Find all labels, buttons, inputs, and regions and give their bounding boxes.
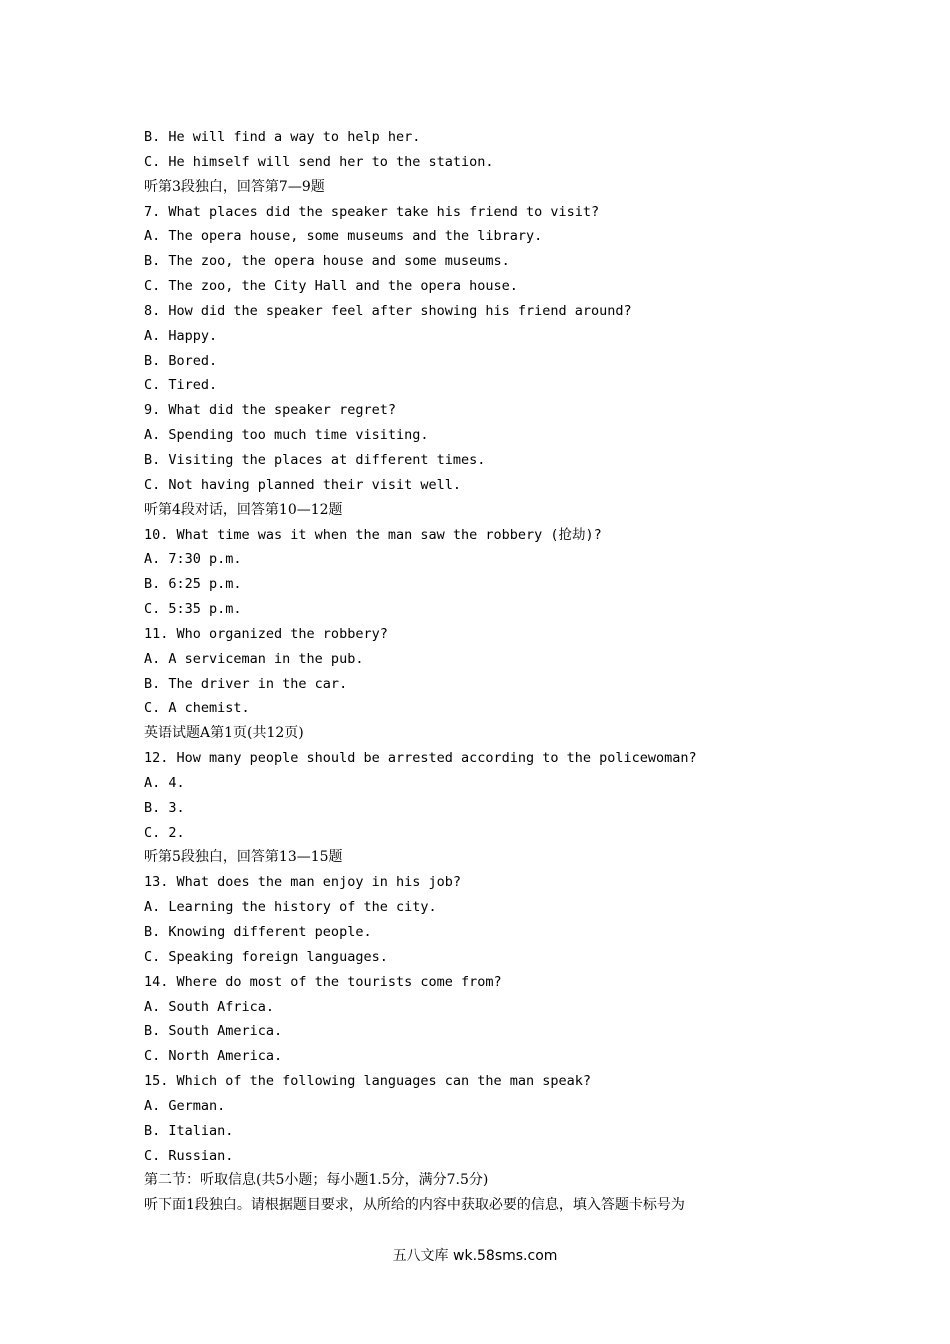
- text-line: C. 2.: [144, 824, 185, 841]
- watermark-footer: 五八文库 wk.58sms.com: [392, 1248, 558, 1264]
- text-line: 11. Who organized the robbery?: [144, 625, 388, 642]
- document-body: [144, 125, 844, 1218]
- section-heading-line: 听下面1段独白。请根据题目要求，从所给的内容中获取必要的信息，填入答题卡标号为: [144, 1197, 685, 1214]
- text-line: B. Bored.: [144, 352, 218, 369]
- text-line: A. 4.: [144, 774, 185, 791]
- text-line: C. North America.: [144, 1048, 283, 1065]
- text-line: B. He will find a way to help her.: [144, 129, 421, 145]
- text-line: A. Happy.: [144, 327, 218, 344]
- text-line: B. South America.: [144, 1023, 283, 1040]
- text-line: 13. What does the man enjoy in his job?: [144, 874, 461, 891]
- text-line: C. Russian.: [144, 1147, 234, 1164]
- text-line: C. The zoo, the City Hall and the opera house.: [144, 278, 518, 295]
- text-line: C. A chemist.: [144, 700, 250, 717]
- text-line: B. The zoo, the opera house and some museums.: [144, 253, 510, 270]
- text-line: A. The opera house, some museums and the library.: [144, 228, 543, 245]
- text-line: B. Italian.: [144, 1122, 234, 1139]
- text-line: 8. How did the speaker feel after showing his friend around?: [144, 302, 632, 319]
- text-line: B. The driver in the car.: [144, 675, 348, 692]
- text-line: 9. What did the speaker regret?: [144, 402, 396, 419]
- text-line: B. 6:25 p.m.: [144, 576, 242, 593]
- text-line: A. 7:30 p.m.: [144, 551, 242, 568]
- text-line: A. Learning the history of the city.: [144, 899, 437, 916]
- text-line: B. Visiting the places at different times.: [144, 451, 486, 468]
- text-line: 15. Which of the following languages can the man speak?: [144, 1073, 592, 1090]
- section-heading-line: 第二节：听取信息(共5小题；每小题1.5分，满分7.5分): [144, 1172, 489, 1189]
- text-line: A. South Africa.: [144, 998, 275, 1015]
- text-line: A. German.: [144, 1097, 226, 1114]
- text-line: A. Spending too much time visiting.: [144, 427, 429, 444]
- text-line: C. Not having planned their visit well.: [144, 476, 461, 493]
- section-heading-line: 听第4段对话，回答第10—12题: [144, 501, 343, 518]
- text-line: 12. How many people should be arrested according to the policewoman?: [144, 750, 697, 767]
- section-heading-line: 听第5段独白，回答第13—15题: [144, 849, 343, 866]
- text-line: C. 5:35 p.m.: [144, 601, 242, 618]
- text-line: C. Speaking foreign languages.: [144, 948, 388, 965]
- text-line: 14. Where do most of the tourists come from?: [144, 973, 502, 990]
- text-line: C. He himself will send her to the station.: [144, 153, 494, 170]
- section-heading-line: 听第3段独白，回答第7—9题: [144, 178, 325, 195]
- section-heading-line: 英语试题A第1页(共12页): [144, 725, 304, 742]
- text-line: C. Tired.: [144, 377, 218, 394]
- text-line: 10. What time was it when the man saw the robbery (抢劫)?: [144, 526, 602, 543]
- text-line: B. Knowing different people.: [144, 924, 372, 940]
- text-line: B. 3.: [144, 799, 185, 816]
- text-line: 7. What places did the speaker take his friend to visit?: [144, 203, 600, 220]
- text-line: A. A serviceman in the pub.: [144, 650, 364, 667]
